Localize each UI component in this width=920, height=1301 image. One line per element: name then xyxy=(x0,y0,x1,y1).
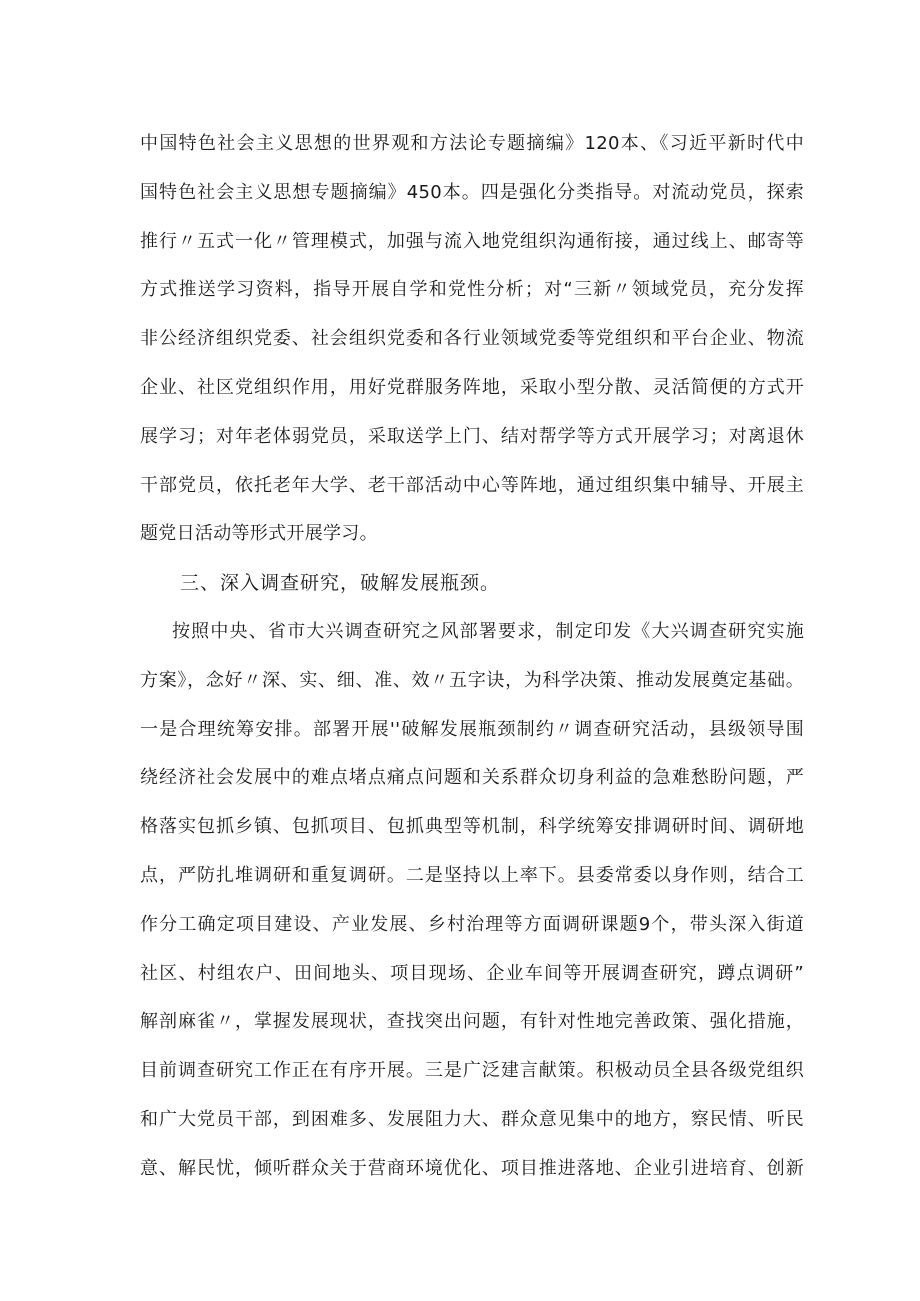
text-line-20: 目前调查研究工作正在有序开展。三是广泛建言献策。积极动员全县各级党组织 xyxy=(140,1060,804,1082)
text-line-17: 作分工确定项目建设、产业发展、乡村治理等方面调研课题9个，带头深入街道 xyxy=(140,913,804,935)
text-line-5: 非公经济组织党委、社会组织党委和各行业领域党委等党组织和平台企业、物流 xyxy=(140,328,804,350)
text-line-18: 社区、村组农户、田间地头、项目现场、企业车间等开展调查研究，蹲点调研” xyxy=(140,962,804,984)
text-line-21: 和广大党员干部，到困难多、发展阻力大、群众意见集中的地方，察民情、听民 xyxy=(140,1108,804,1130)
document-body xyxy=(140,120,804,1194)
section-heading: 三、深入调查研究，破解发展瓶颈。 xyxy=(180,572,501,595)
text-line-22: 意、解民忧，倾听群众关于营商环境优化、项目推进落地、企业引进培育、创新 xyxy=(140,1157,804,1179)
text-line-9: 题党日活动等形式开展学习。 xyxy=(140,523,378,545)
text-line-6: 企业、社区党组织作用，用好党群服务阵地，采取小型分散、灵活简便的方式开 xyxy=(140,376,804,398)
text-line-3: 推行〃五式一化〃管理模式，加强与流入地党组织沟通衔接，通过线上、邮寄等 xyxy=(140,230,804,252)
text-line-8: 干部党员，依托老年大学、老干部活动中心等阵地，通过组织集中辅导、开展主 xyxy=(140,474,804,496)
text-line-12: 方案》，念好〃深、实、细、准、效〃五字诀，为科学决策、推动发展奠定基础。 xyxy=(140,669,804,691)
text-line-7: 展学习；对年老体弱党员，采取送学上门、结对帮学等方式开展学习；对离退休 xyxy=(140,425,804,447)
text-line-4: 方式推送学习资料，指导开展自学和党性分析；对“三新〃领域党员，充分发挥 xyxy=(140,279,804,301)
text-line-14: 绕经济社会发展中的难点堵点痛点问题和关系群众切身利益的急难愁盼问题，严 xyxy=(140,767,804,789)
text-line-2: 国特色社会主义思想专题摘编》450本。四是强化分类指导。对流动党员，探索 xyxy=(140,181,804,203)
text-line-16: 点，严防扎堆调研和重复调研。二是坚持以上率下。县委常委以身作则，结合工 xyxy=(140,864,804,886)
text-line-13: 一是合理统筹安排。部署开展''破解发展瓶颈制约〃调查研究活动，县级领导围 xyxy=(140,718,804,740)
text-line-15: 格落实包抓乡镇、包抓项目、包抓典型等机制，科学统筹安排调研时间、调研地 xyxy=(140,816,804,838)
text-line-1: 中国特色社会主义思想的世界观和方法论专题摘编》120本、《习近平新时代中 xyxy=(140,133,804,154)
text-line-11: 按照中央、省市大兴调查研究之风部署要求，制定印发《大兴调查研究实施 xyxy=(172,620,804,642)
text-line-19: 解剖麻雀〃，掌握发展现状，查找突出问题，有针对性地完善政策、强化措施， xyxy=(140,1011,804,1033)
